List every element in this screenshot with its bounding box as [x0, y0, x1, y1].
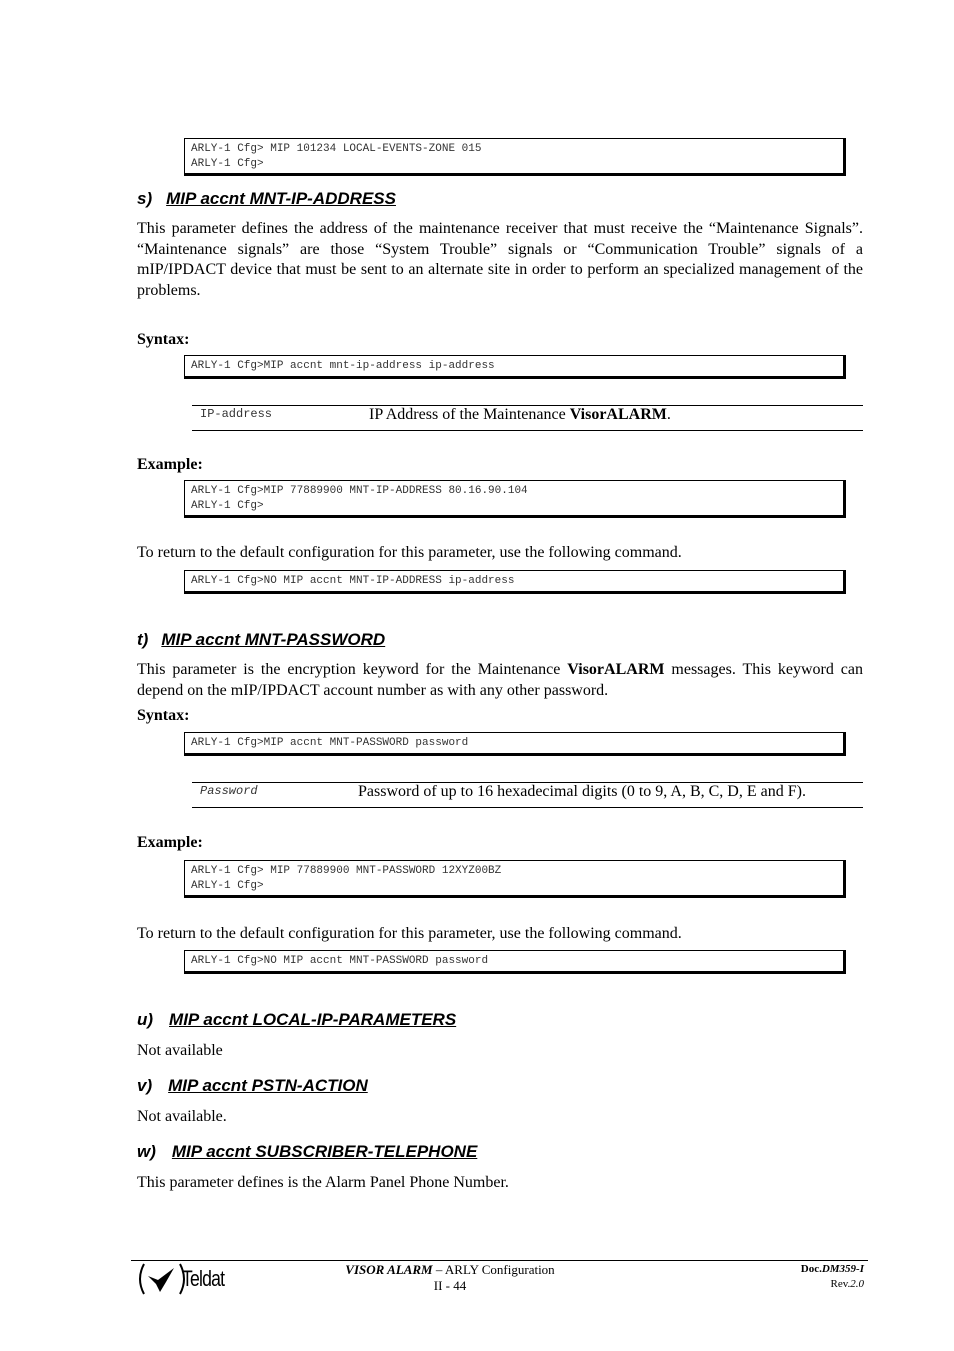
footer-title-italic: VISOR ALARM — [345, 1262, 433, 1277]
code-block — [184, 138, 846, 176]
default-code: ARLY-1 Cfg>NO MIP accnt MNT-IP-ADDRESS ip-address — [184, 570, 846, 594]
syntax-code: ARLY-1 Cfg>MIP accnt MNT-PASSWORD password — [184, 732, 846, 756]
param-desc-end: . — [666, 406, 671, 423]
section-heading — [137, 1010, 456, 1030]
section-title: MIP accnt SUBSCRIBER-TELEPHONE — [171, 1142, 478, 1161]
logo-text: Teldat — [182, 1266, 225, 1291]
parameter-table — [192, 782, 863, 808]
text: This parameter is the encryption keyword for the Maintenance — [137, 661, 568, 678]
code-line: ARLY-1 Cfg> — [191, 157, 264, 170]
page-number: II - 44 — [433, 1278, 467, 1293]
example-code — [184, 480, 846, 518]
section-heading — [137, 1142, 477, 1162]
section-title: MIP accnt PSTN-ACTION — [168, 1076, 368, 1095]
paragraph — [137, 660, 863, 701]
example-label: Example: — [137, 456, 203, 473]
code-line: ARLY-1 Cfg> MIP 101234 LOCAL-EVENTS-ZONE 015 — [191, 143, 482, 155]
bird-icon — [136, 1262, 186, 1296]
param-key: Password — [200, 784, 258, 798]
example-code — [184, 860, 846, 898]
section-number: w) — [137, 1142, 156, 1161]
param-desc — [369, 406, 671, 424]
footer-rule — [131, 1260, 868, 1261]
section-heading — [137, 630, 385, 650]
footer-title — [300, 1262, 600, 1278]
paragraph: Not available. — [137, 1108, 227, 1125]
doc-prefix: Doc. — [800, 1263, 822, 1275]
section-number: v) — [137, 1076, 153, 1095]
param-desc: Password of up to 16 hexadecimal digits (0 to 9, A, B, C, D, E and F). — [358, 783, 806, 800]
section-title: MIP accnt MNT-PASSWORD — [161, 630, 386, 649]
param-desc-text: IP Address of the Maintenance — [369, 406, 570, 423]
code-line: ARLY-1 Cfg>MIP 77889900 MNT-IP-ADDRESS 80.16.90.104 — [191, 485, 528, 497]
paragraph: To return to the default configuration for this parameter, use the following command. — [137, 544, 682, 561]
bold-text: VisorALARM — [567, 661, 665, 678]
section-number: u) — [137, 1010, 154, 1029]
code-line: ARLY-1 Cfg> — [191, 499, 264, 512]
code-line: ARLY-1 Cfg> MIP 77889900 MNT-PASSWORD 12XYZ00BZ — [191, 865, 502, 877]
paragraph: Not available — [137, 1042, 223, 1059]
paragraph: This parameter defines is the Alarm Panel Phone Number. — [137, 1174, 509, 1191]
footer-doc-info — [801, 1262, 864, 1292]
parameter-table — [192, 405, 863, 431]
paragraph: This parameter defines the address of the maintenance receiver that must receive the “Maintenance Signals”. “Maintenance signals” are those “System Trouble” signals or “Communication Trouble” signals of a mIP/IPDACT device that must be sent to an alternate site in order to perform an specialized management of the problems. — [137, 220, 863, 299]
rev-number: 2.0 — [850, 1278, 864, 1290]
syntax-code: ARLY-1 Cfg>MIP accnt mnt-ip-address ip-address — [184, 355, 846, 379]
section-heading — [137, 1076, 368, 1096]
syntax-label: Syntax: — [137, 331, 190, 348]
footer-title-rest: – ARLY Configuration — [432, 1262, 555, 1277]
section-number: s) — [137, 189, 153, 208]
code-line: ARLY-1 Cfg> — [191, 879, 264, 892]
example-label: Example: — [137, 834, 203, 851]
paragraph: To return to the default configuration for this parameter, use the following command. — [137, 925, 682, 942]
doc-id — [801, 1262, 864, 1277]
teldat-logo — [136, 1262, 235, 1296]
param-key: IP-address — [200, 407, 273, 421]
param-desc-bold: VisorALARM — [569, 406, 667, 423]
footer-center — [300, 1262, 600, 1294]
rev-prefix: Rev. — [830, 1278, 851, 1290]
section-heading — [137, 189, 396, 209]
syntax-label: Syntax: — [137, 707, 190, 724]
revision — [801, 1277, 864, 1292]
section-title: MIP accnt MNT-IP-ADDRESS — [166, 189, 396, 208]
doc-number: DM359-I — [821, 1263, 864, 1275]
section-number: t) — [137, 630, 149, 649]
section-title: MIP accnt LOCAL-IP-PARAMETERS — [169, 1010, 457, 1029]
text: messages. This keyword can depend on the mIP/IPDACT account number as with any other password. — [137, 661, 863, 699]
default-code: ARLY-1 Cfg>NO MIP accnt MNT-PASSWORD password — [184, 950, 846, 974]
